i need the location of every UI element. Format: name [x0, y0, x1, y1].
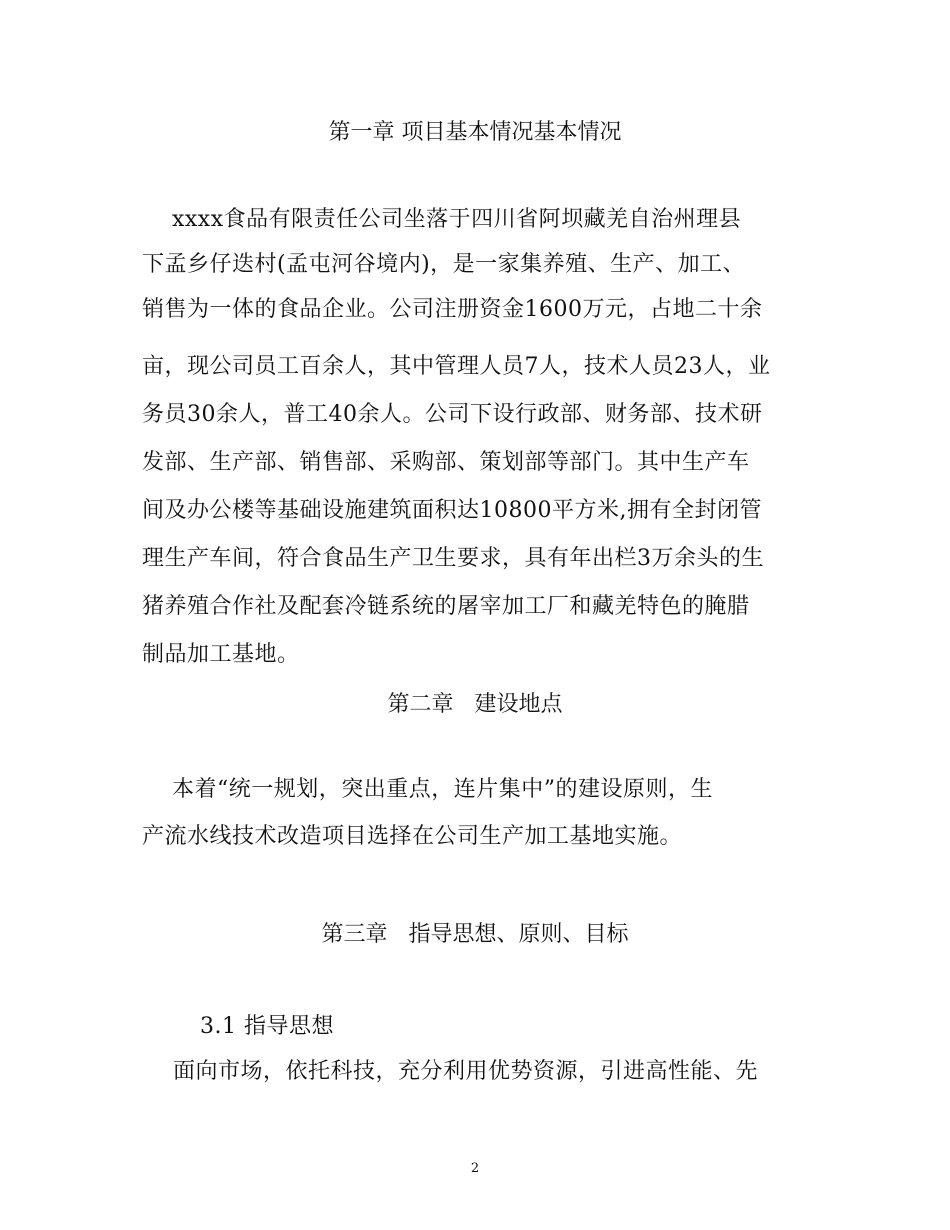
body-line: 本着“统一规划，突出重点，连片集中”的建设原则，生 [142, 777, 713, 802]
body-line: 产流水线技术改造项目选择在公司生产加工基地实施。 [142, 824, 683, 849]
body-line: 亩，现公司员工百余人，其中管理人员7人，技术人员23人，业 [142, 354, 771, 379]
section-3-1-title: 3.1 指导思想 [200, 1014, 334, 1039]
body-line: 下孟乡仔迭村(孟屯河谷境内)，是一家集养殖、生产、加工、 [142, 252, 746, 277]
body-line: 间及办公楼等基础设施建筑面积达10800平方米,拥有全封闭管 [142, 498, 762, 523]
body-line: 发部、生产部、销售部、采购部、策划部等部门。其中生产车 [142, 450, 750, 475]
body-line: 面向市场，依托科技，充分利用优势资源，引进高性能、先 [158, 1059, 758, 1084]
body-line: 理生产车间，符合食品生产卫生要求，具有年出栏3万余头的生 [142, 546, 764, 571]
body-line: xxxx食品有限责任公司坐落于四川省阿坝藏羌自治州理县 [142, 207, 742, 232]
chapter-2-title: 第二章 建设地点 [387, 692, 563, 717]
body-line: 猪养殖合作社及配套冷链系统的屠宰加工厂和藏羌特色的腌腊 [142, 594, 750, 619]
body-line: 销售为一体的食品企业。公司注册资金1600万元，占地二十余 [142, 297, 763, 322]
body-line: 务员30余人，普工40余人。公司下设行政部、财务部、技术研 [142, 402, 763, 427]
body-line: 制品加工基地。 [142, 642, 300, 667]
page-number: 2 [470, 1161, 480, 1176]
chapter-1-title: 第一章 项目基本情况基本情况 [328, 120, 622, 145]
chapter-3-title: 第三章 指导思想、原则、目标 [321, 922, 629, 947]
